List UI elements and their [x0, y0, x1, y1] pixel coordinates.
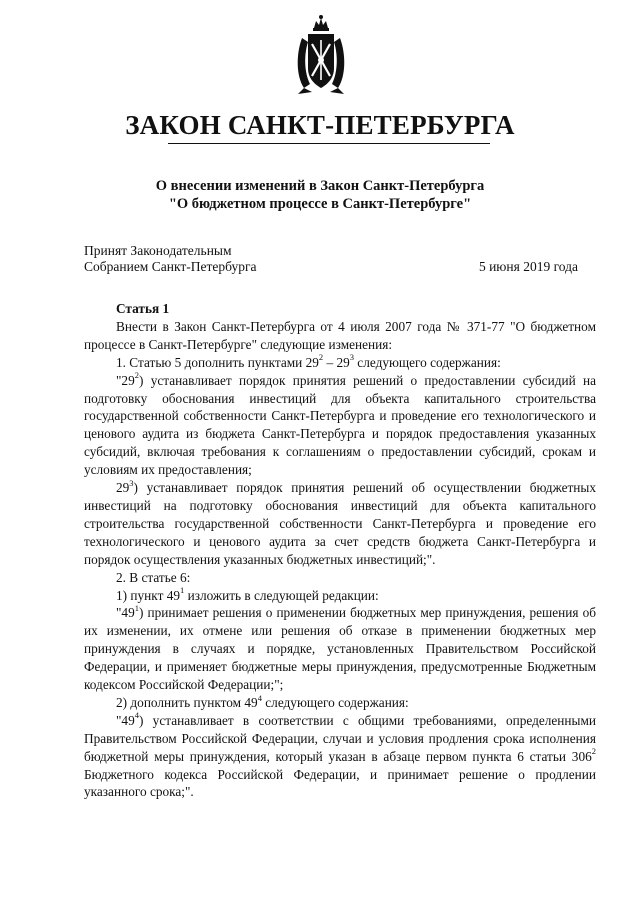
law-subtitle-line1: О внесении изменений в Закон Санкт-Петербурга — [155, 178, 485, 194]
subitem-1: 1) пункт $49^1$ изложить в следующей редакции: — [116, 585, 379, 603]
item-2: 2. В статье 6: — [116, 569, 191, 585]
law-title: ЗАКОН САНКТ-ПЕТЕРБУРГА — [125, 110, 515, 140]
clause-29-2: "$29^2$) устанавливает порядок принятия решений о предоставлении субсидий на подготовку обоснования инвестиций для объекта капитального строительства государственной собственности Санкт-Петербурга и проведение его технологического и ценового аудита из бюджета Санкт-Петербурга и порядок предоставления указанных субсидий, включая требования к соглашениям о предоставлении субсидий, срокам и условиям их предоставления; — [84, 370, 596, 478]
article-intro: Внести в Закон Санкт-Петербурга от 4 июля 2007 года № 371-77 "О бюджетном процессе в Санкт-Петербурге" следующие изменения: — [84, 318, 596, 352]
title-underline — [168, 143, 490, 144]
coat-of-arms-icon — [290, 14, 352, 96]
law-body — [84, 300, 596, 801]
item-1: 1. Статью 5 дополнить пунктами $29^2 - 29^3$ следующего содержания: — [116, 352, 501, 370]
clause-49-4: "$49^4$) устанавливает в соответствии с общими требованиями, определенными Правительством Российской Федерации, случаи и условия продления срока исполнения бюджетной меры принуждения, который указан в абзаце первом пункта 6 статьи $306^2$ Бюджетного кодекса Российской Федерации, и принимает решение о продлении указанного срока;". — [84, 710, 596, 800]
clause-49-1: "$49^1$) принимает решения о применении бюджетных мер принуждения, решения об их изменении, их отмене или решения об отказе в применении бюджетных мер принуждения в случаях и порядке, установленных Правительством Российской Федерации, и применяет бюджетные меры принуждения, предусмотренные Бюджетным кодексом Российской Федерации;"; — [84, 602, 596, 693]
clause-29-3: $29^3$) устанавливает порядок принятия решений об осуществлении бюджетных инвестиций на подготовку обоснования инвестиций для объекта капитального строительства государственной собственности Санкт-Петербурга и проведение его технологического и ценового аудита за счет средств бюджета Санкт-Петербурга и порядок осуществления указанных бюджетных инвестиций;". — [84, 477, 596, 567]
adoption-line2: Собранием Санкт-Петербурга — [84, 259, 257, 274]
adoption-date: 5 июня 2019 года — [478, 259, 578, 274]
article-heading: Статья 1 — [116, 301, 170, 316]
adoption-line1: Принят Законодательным — [84, 243, 232, 258]
subitem-2: 2) дополнить пунктом $49^4$ следующего содержания: — [116, 692, 409, 710]
law-subtitle-line2: "О бюджетном процессе в Санкт-Петербурге" — [168, 196, 472, 212]
